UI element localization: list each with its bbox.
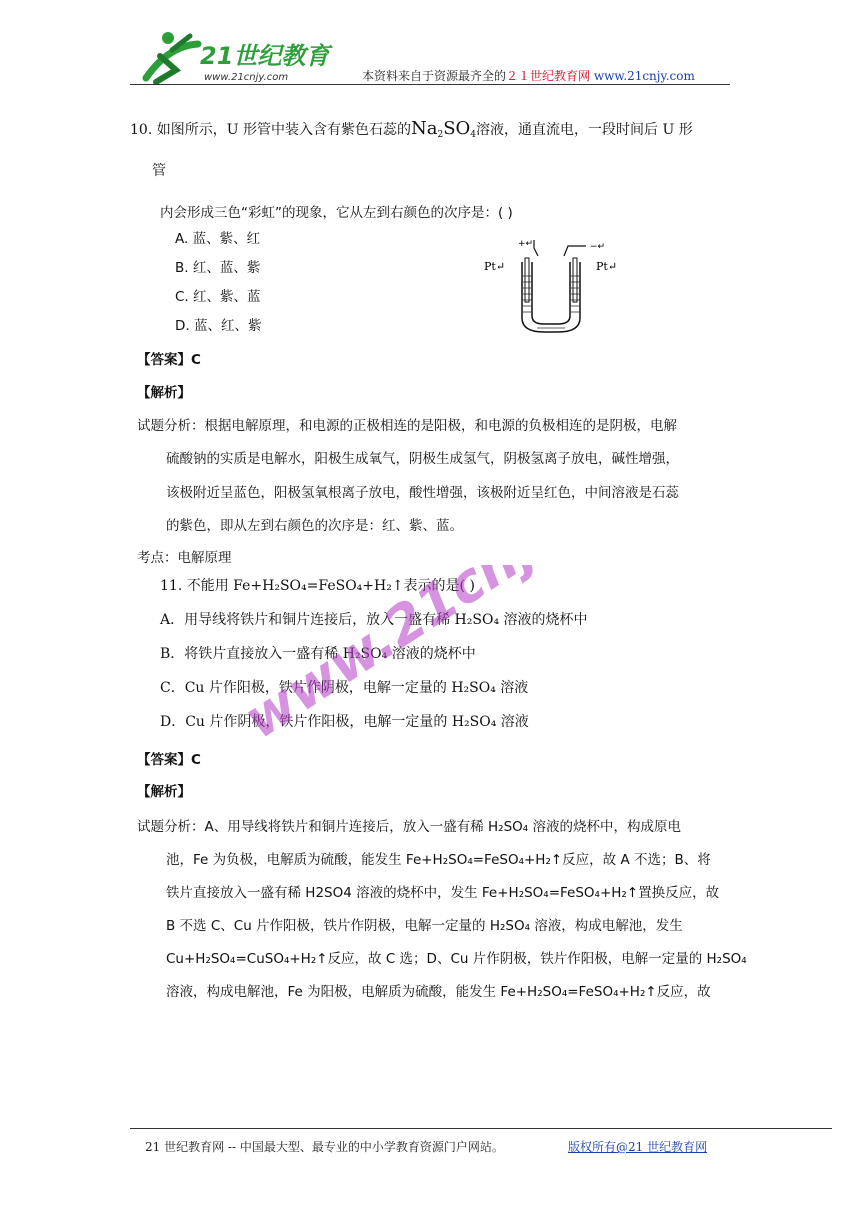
q11-option-d: D．Cu 片作阴极，铁片作阳极，电解一定量的 H₂SO₄ 溶液	[160, 714, 529, 730]
q10-analysis-line: 的紫色，即从左到右颜色的次序是：红、紫、蓝。	[166, 518, 463, 534]
q11-answer: 【答案】C	[137, 752, 201, 768]
q10-analysis-line: 试题分析：根据电解原理，和电源的正极相连的是阳极，和电源的负极相连的是阴极，电解	[137, 418, 677, 434]
q11-analysis-line: 池，Fe 为负极，电解质为硫酸，能发生 Fe+H₂SO₄=FeSO₄+H₂↑反应，故 A 不选；B、将	[166, 852, 711, 868]
q10-answer: 【答案】C	[137, 352, 201, 368]
logo-text: 21世纪教育	[200, 42, 330, 70]
footer-rule	[130, 1128, 832, 1129]
pt-left-label: Pt↵	[484, 260, 506, 273]
q11-option-b: B．将铁片直接放入一盛有稀 H₂SO₄ 溶液的烧杯中	[160, 646, 476, 662]
q10-stem-line1: 10. 如图所示，U 形管中装入含有紫色石蕊的$Na_2SO_4$溶液，通直流电，一段时间后 U 形	[130, 118, 693, 140]
q11-option-c: C．Cu 片作阳极，铁片作阴极，电解一定量的 H₂SO₄ 溶液	[160, 680, 529, 696]
q11-stem: 11. 不能用 Fe+H₂SO₄=FeSO₄+H₂↑表示的是( )	[160, 578, 475, 594]
q10-kaodian: 考点：电解原理	[137, 550, 232, 566]
q10-option-a: A. 蓝、紫、红	[175, 231, 261, 247]
q10-analysis-line: 硫酸钠的实质是电解水，阳极生成氧气，阴极生成氢气，阴极氢离子放电，碱性增强，	[166, 451, 679, 467]
q10-option-b: B. 红、蓝、紫	[175, 260, 261, 276]
copyright-link[interactable]: 版权所有@21 世纪教育网	[568, 1140, 708, 1154]
header-rule	[130, 84, 730, 85]
q11-option-a: A．用导线将铁片和铜片连接后，放入一盛有稀 H₂SO₄ 溶液的烧杯中	[160, 612, 588, 628]
q10-stem-line2: 管	[152, 163, 166, 179]
pt-right-label: Pt↵	[596, 260, 618, 273]
q10-option-c: C. 红、紫、蓝	[175, 289, 261, 305]
plus-label: +↵	[518, 239, 534, 249]
footer-text: 21 世纪教育网 -- 中国最大型、最专业的中小学教育资源门户网站。	[145, 1140, 504, 1154]
header-tagline: 本资料来自于资源最齐全的２１世纪教育网 www.21cnjy.com	[362, 69, 695, 83]
q10-analysis-title: 【解析】	[137, 385, 191, 401]
site-logo	[138, 26, 338, 88]
q11-analysis-line: 试题分析：A、用导线将铁片和铜片连接后，放入一盛有稀 H₂SO₄ 溶液的烧杯中，构成原电	[137, 819, 681, 835]
q11-analysis-line: 铁片直接放入一盛有稀 H2SO4 溶液的烧杯中，发生 Fe+H₂SO₄=FeSO₄+H₂↑置换反应，故	[166, 885, 720, 901]
minus-label: −↵	[590, 242, 606, 252]
logo-url: www.21cnjy.com	[204, 72, 289, 83]
svg-text:www.21cnjy.com: www.21cnjy.com	[232, 565, 540, 751]
q11-analysis-title: 【解析】	[137, 784, 191, 800]
q11-analysis-line: B 不选 C、Cu 片作阳极，铁片作阴极，电解一定量的 H₂SO₄ 溶液，构成电解池，发生	[166, 918, 683, 934]
q10-option-d: D. 蓝、红、紫	[175, 318, 262, 334]
q11-analysis-line: 溶液，构成电解池，Fe 为阳极，电解质为硫酸，能发生 Fe+H₂SO₄=FeSO₄+H₂↑反应，故	[166, 984, 711, 1000]
q10-stem-line3: 内会形成三色“彩虹”的现象，它从左到右颜色的次序是：( )	[160, 205, 513, 221]
q11-analysis-line: Cu+H₂SO₄=CuSO₄+H₂↑反应，故 C 选；D、Cu 片作阴极，铁片作阳极，电解一定量的 H₂SO₄	[166, 951, 747, 967]
q10-analysis-line: 该极附近呈蓝色，阳极氢氧根离子放电，酸性增强，该极附近呈红色，中间溶液是石蕊	[166, 485, 679, 501]
u-tube-diagram	[482, 236, 632, 336]
